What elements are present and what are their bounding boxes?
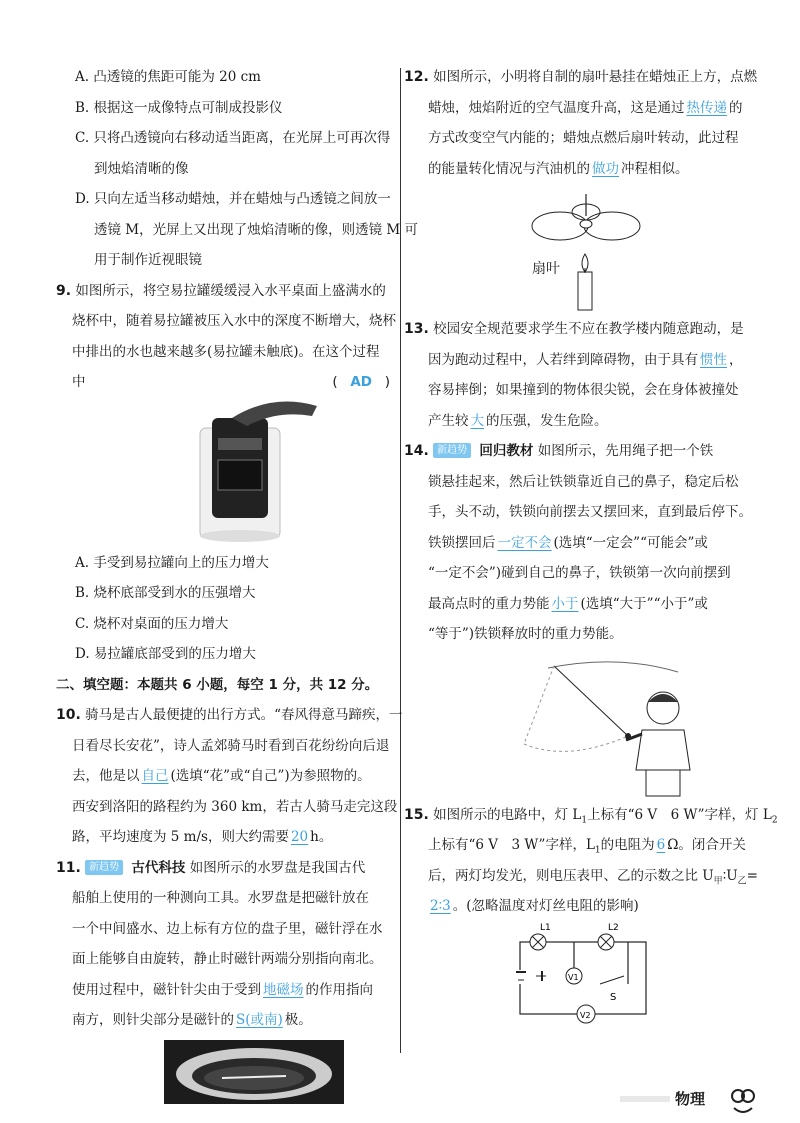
q11-number: 11.: [56, 859, 81, 876]
q13-answer-1: 惯性: [700, 351, 727, 368]
q11-line3: 一个中间盛水、边上标有方位的盘子里，磁针浮在水: [72, 920, 383, 937]
mascot-icon: [728, 1086, 758, 1116]
q13-number: 13.: [404, 321, 429, 337]
q9-number: 9.: [56, 282, 72, 299]
q9-option-b: B. 烧杯底部受到水的压强增大: [75, 585, 256, 601]
q13-line2: 因为跑动过程中，人若绊到障碍物，由于具有 惯性 ，: [428, 351, 743, 368]
q12-line1: 12. 如图所示，小明将自制的扇叶悬挂在蜡烛正上方，点燃: [404, 69, 758, 85]
q8-option-d: D. 只向左适当移动蜡烛，并在蜡烛与凸透镜之间放一: [75, 191, 391, 207]
q12-line2: 蜡烛，烛焰附近的空气温度升高，这是通过 热传递 的: [428, 99, 743, 116]
q15-number: 15.: [404, 806, 429, 823]
q8-option-b: B. 根据这一成像特点可制成投影仪: [75, 99, 283, 116]
q13-answer-2: 大: [470, 412, 484, 429]
q10-line5: 路，平均速度为 5 m/s，则大约需要 20 h。: [72, 829, 333, 845]
q11-line5: 使用过程中，磁针针尖由于受到 地磁场 的作用指向: [72, 981, 373, 998]
q8-option-a: A. 凸透镜的焦距可能为 20 cm: [75, 69, 261, 85]
q9-line3: 中排出的水也越来越多(易拉罐未触底)。在这个过程: [72, 343, 380, 360]
voltmeter-2-label: V2: [580, 1010, 591, 1020]
q15-answer-1: 6: [656, 837, 666, 853]
q9-option-d: D. 易拉罐底部受到的压力增大: [75, 646, 256, 662]
q15-line3: 后，两灯均发光，则电压表甲、乙的示数之比 $U_甲∶U_乙=$: [428, 867, 758, 887]
q12-answer-2: 做功: [592, 160, 619, 177]
q14-line6: 最高点时的重力势能 小于 (选填“大于”“小于”或: [428, 595, 708, 612]
circuit-diagram: [428, 922, 750, 1032]
q11-line6: 南方，则针尖部分是磁针的 S(或南) 极。: [72, 1012, 312, 1028]
q11-answer-2: S(或南): [236, 1012, 283, 1028]
q13-line3: 容易摔倒；如果撞到的物体很尖锐，会在身体被撞处: [428, 382, 739, 398]
q15-line1: 15. 如图所示的电路中，灯 $L_1$上标有“6 V 6 W”字样，灯 $L_2$: [404, 806, 778, 826]
q15-answer-2: 2∶3: [430, 898, 451, 914]
q14-answer-1: 一定不会: [497, 534, 552, 551]
q14-line3: 手，头不动，铁锁向前摆去又摆回来，直到最后停下。: [428, 504, 752, 520]
q11-line4: 面上能够自由旋转，静止时磁针两端分别指向南北。: [72, 951, 383, 967]
new-trend-tag: 新趋势: [433, 443, 471, 458]
q9-line4: 中 ( AD ): [72, 367, 390, 398]
q9-answer: ( AD ): [332, 374, 390, 390]
switch-label: S: [610, 991, 617, 1003]
q13-line1: 13. 校园安全规范要求学生不应在教学楼内随意跑动，是: [404, 321, 744, 337]
can-in-water-figure: [72, 398, 390, 548]
right-column: [404, 62, 778, 1032]
footer-subject: 物理: [675, 1090, 706, 1108]
q8-option-c-cont: 到烛焰清晰的像: [94, 160, 189, 177]
q10-answer-1: 自己: [141, 768, 169, 784]
q10-number: 10.: [56, 707, 81, 723]
q15-line2: 上标有“6 V 3 W”字样，$L_1$的电阻为 6 Ω。闭合开关: [428, 837, 746, 856]
q12-line4: 的能量转化情况与汽油机的 做功 冲程相似。: [428, 160, 689, 177]
q14-number: 14.: [404, 443, 429, 459]
fan-blade-label: 扇叶: [532, 261, 560, 277]
section-2-heading: 二、填空题：本题共 6 小题，每空 1 分，共 12 分。: [56, 676, 379, 693]
q10-line4: 西安到洛阳的路程约为 360 km，若古人骑马走完这段: [72, 798, 398, 815]
q11-title: 古代科技: [131, 859, 186, 876]
q14-line4: 铁锁摆回后 一定不会 (选填“一定会”“可能会”或: [428, 534, 708, 551]
q12-answer-1: 热传递: [686, 99, 727, 116]
voltmeter-1-label: V1: [568, 972, 579, 982]
q9-option-c: C. 烧杯对桌面的压力增大: [75, 615, 229, 632]
q9-line1: 9. 如图所示，将空易拉罐缓缓浸入水平桌面上盛满水的: [56, 282, 386, 299]
q8-option-c: C. 只将凸透镜向右移动适当距离，在光屏上可再次得: [75, 130, 391, 146]
water-compass-figure: [72, 1040, 390, 1104]
q9-option-a: A. 手受到易拉罐向上的压力增大: [75, 554, 269, 571]
lamp-l1-label: L1: [540, 922, 551, 933]
footer-strip: [620, 1096, 670, 1102]
q12-line3: 方式改变空气内能的；蜡烛点燃后扇叶转动，此过程: [428, 130, 739, 146]
q10-answer-2: 20: [290, 829, 309, 845]
q10-line1: 10. 骑马是古人最便捷的出行方式。“春风得意马蹄疾，一: [56, 707, 403, 723]
q8-option-d-cont: 透镜 M，光屏上又出现了烛焰清晰的像，则透镜 M 可: [94, 221, 419, 238]
q14-title: 回归教材: [479, 443, 534, 459]
q11-answer-1: 地磁场: [263, 981, 304, 998]
q10-line3: 去，他是以 自己 (选填“花”或“自己”)为参照物的。: [72, 768, 371, 784]
q8-option-d-cont2: 用于制作近视眼镜: [94, 252, 202, 268]
q14-line5: “一定不会”)碰到自己的鼻子，铁锁第一次向前摆到: [428, 565, 731, 581]
q11-line2: 船舶上使用的一种测向工具。水罗盘是把磁针放在: [72, 890, 369, 906]
q11-line1: 11. 新趋势 古代科技 如图所示的水罗盘是我国古代: [56, 859, 366, 876]
q14-line1: 14. 新趋势 回归教材 如图所示，先用绳子把一个铁: [404, 443, 714, 459]
q14-answer-2: 小于: [551, 595, 579, 612]
lamp-l2-label: L2: [608, 922, 619, 933]
q14-line7: “等于”)铁锁释放时的重力势能。: [428, 626, 623, 642]
fan-candle-figure: [428, 184, 750, 314]
q14-line2: 锁悬挂起来，然后让铁锁靠近自己的鼻子，稳定后松: [428, 473, 739, 490]
q12-number: 12.: [404, 69, 429, 85]
q15-line4: 2∶3 。(忽略温度对灯丝电阻的影响): [430, 898, 639, 914]
pendulum-lock-figure: [428, 650, 750, 800]
q13-line4: 产生较 大 的压强，发生危险。: [428, 412, 608, 429]
q9-line2: 烧杯中，随着易拉罐被压入水中的深度不断增大，烧杯: [72, 313, 396, 329]
q10-line2: 日看尽长安花”，诗人孟郊骑马时看到百花纷纷向后退: [72, 737, 390, 754]
new-trend-tag: 新趋势: [85, 860, 123, 875]
page-footer: [620, 1086, 780, 1116]
